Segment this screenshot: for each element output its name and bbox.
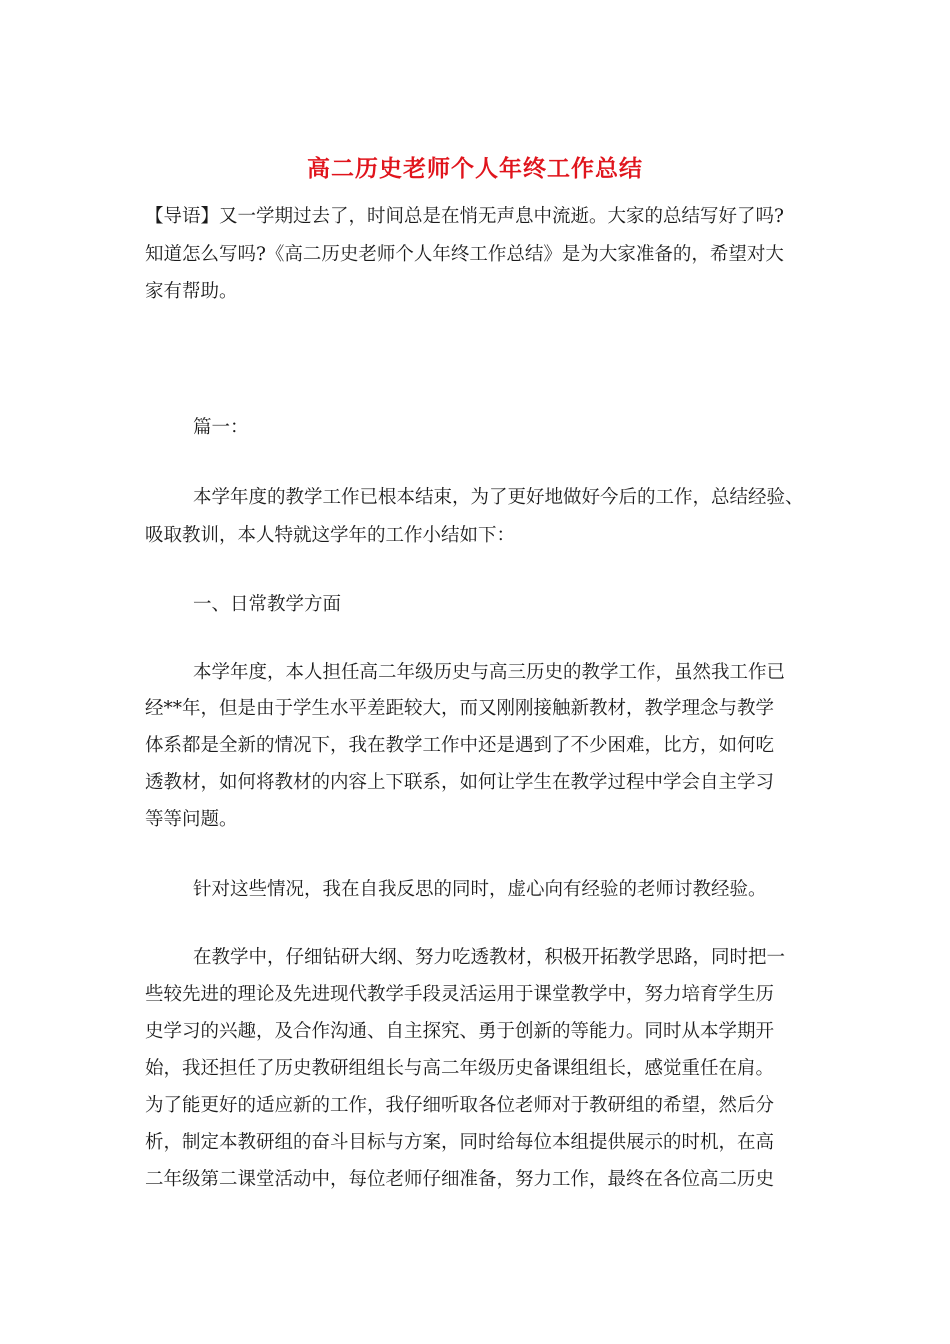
paragraph-line: 二年级第二课堂活动中，每位老师仔细准备，努力工作，最终在各位高二历史	[145, 1169, 775, 1190]
paragraph-line: 为了能更好的适应新的工作，我仔细听取各位老师对于教研组的希望，然后分	[145, 1095, 775, 1116]
paragraph-line: 本学年度，本人担任高二年级历史与高三历史的教学工作，虽然我工作已	[193, 662, 786, 683]
document-title: 高二历史老师个人年终工作总结	[307, 155, 643, 182]
section-heading: 一、日常教学方面	[193, 594, 342, 615]
section-label: 篇一：	[193, 417, 249, 438]
paragraph-line: 等等问题。	[145, 809, 238, 830]
paragraph-line: 经**年，但是由于学生水平差距较大，而又刚刚接触新教材，教学理念与教学	[145, 698, 775, 719]
paragraph-line: 在教学中，仔细钻研大纲、努力吃透教材，积极开拓教学思路，同时把一	[193, 947, 786, 968]
paragraph-line: 析，制定本教研组的奋斗目标与方案，同时给每位本组提供展示的时机，在高	[145, 1132, 775, 1153]
intro-line: 【导语】又一学期过去了，时间总是在悄无声息中流逝。大家的总结写好了吗?	[145, 206, 784, 227]
intro-line: 知道怎么写吗?《高二历史老师个人年终工作总结》是为大家准备的，希望对大	[145, 244, 784, 265]
paragraph-line: 体系都是全新的情况下，我在教学工作中还是遇到了不少困难，比方，如何吃	[145, 735, 775, 756]
paragraph-line: 透教材，如何将教材的内容上下联系，如何让学生在教学过程中学会自主学习	[145, 772, 775, 793]
paragraph-line: 些较先进的理论及先进现代教学手段灵活运用于课堂教学中，努力培育学生历	[145, 984, 775, 1005]
paragraph-line: 吸取教训，本人特就这学年的工作小结如下：	[145, 525, 516, 546]
paragraph-line: 史学习的兴趣，及合作沟通、自主探究、勇于创新的等能力。同时从本学期开	[145, 1021, 775, 1042]
paragraph-line: 本学年度的教学工作已根本结束，为了更好地做好今后的工作，总结经验、	[193, 487, 804, 508]
paragraph-line: 针对这些情况，我在自我反思的同时，虚心向有经验的老师讨教经验。	[193, 879, 767, 900]
paragraph-line: 始，我还担任了历史教研组组长与高二年级历史备课组组长，感觉重任在肩。	[145, 1058, 775, 1079]
intro-line: 家有帮助。	[145, 281, 238, 302]
